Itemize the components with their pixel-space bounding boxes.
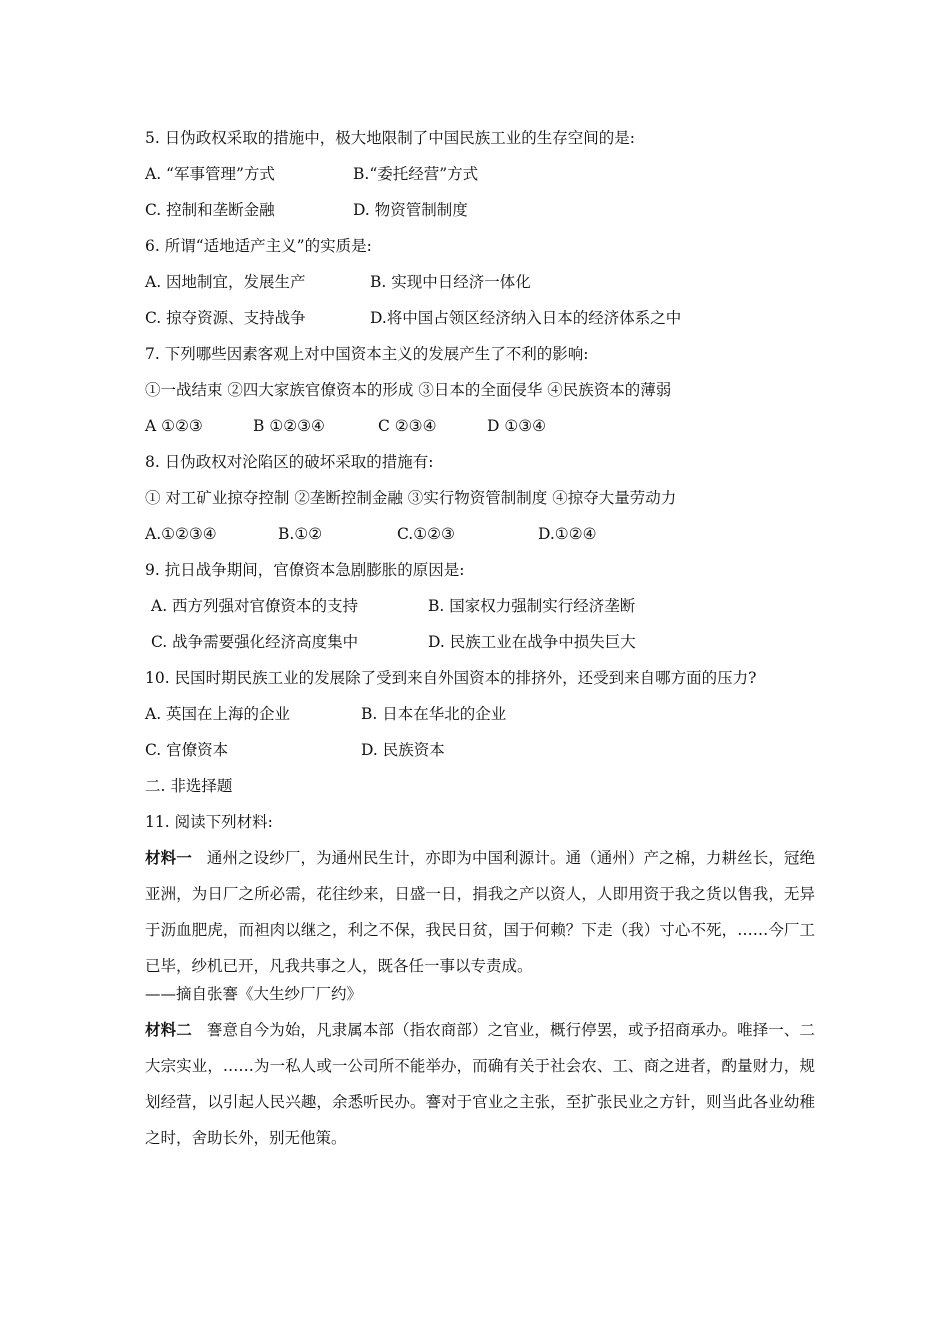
material-1 (145, 840, 815, 984)
option-c: C. 官僚资本 (145, 741, 229, 759)
option-d: D.①②④ (538, 525, 597, 543)
material-1-text: 通州之设纱厂，为通州民生计，亦即为中国利源计。通（通州）产之棉，力耕丝长，冠绝亚洲，为日厂之所必需，花往纱来，日盛一日，捐我之产以资人，人即用资于我之货以售我，无异于沥血肥虎，而袒肉以继之，利之不保，我民日贫，国于何赖？下走（我）寸心不死，……今厂工已毕，纱机已开，凡我共事之人，既各任一事以专责成。 (145, 849, 815, 975)
material-1-source: ——摘自张謇《大生纱厂厂约》 (145, 985, 363, 1003)
option-b: B. 日本在华北的企业 (361, 705, 507, 723)
option-a: A.①②③④ (145, 525, 217, 543)
option-d: D ①③④ (487, 417, 547, 435)
option-a: A. “军事管理”方式 (145, 165, 275, 183)
option-a: A. 英国在上海的企业 (145, 705, 291, 723)
option-d: D.将中国占领区经济纳入日本的经济体系之中 (370, 309, 682, 327)
option-a: A. 因地制宜，发展生产 (145, 273, 306, 291)
option-a: A. 西方列强对官僚资本的支持 (151, 597, 359, 615)
question-9-stem: 9. 抗日战争期间，官僚资本急剧膨胀的原因是: (145, 561, 465, 579)
question-8-stem: 8. 日伪政权对沦陷区的破坏采取的措施有: (145, 453, 434, 471)
question-6-stem: 6. 所谓“适地适产主义”的实质是: (145, 237, 372, 255)
option-c: C. 掠夺资源、支持战争 (145, 309, 306, 327)
option-d: D. 物资管制制度 (353, 201, 468, 219)
question-8-items: ① 对工矿业掠夺控制 ②垄断控制金融 ③实行物资管制制度 ④掠夺大量劳动力 (145, 489, 677, 507)
option-b: B.“委托经营”方式 (353, 165, 479, 183)
question-10-stem: 10. 民国时期民族工业的发展除了受到来自外国资本的排挤外，还受到来自哪方面的压力? (145, 669, 757, 687)
question-11-stem: 11. 阅读下列材料: (145, 813, 273, 831)
section-2-heading: 二. 非选择题 (145, 777, 233, 795)
option-c: C.①②③ (397, 525, 455, 543)
option-b: B.①② (278, 525, 323, 543)
option-c: C. 战争需要强化经济高度集中 (151, 633, 359, 651)
material-2-text: 謇意自今为始，凡隶属本部（指农商部）之官业，概行停罢，或予招商承办。唯择一、二大宗实业，……为一私人或一公司所不能举办，而确有关于社会农、工、商之进者，酌量财力，规划经营，以引起人民兴趣，余悉听民办。謇对于官业之主张，至扩张民业之方针，则当此各业幼稚之时，舍助长外，别无他策。 (145, 1021, 815, 1147)
question-5-stem: 5. 日伪政权采取的措施中，极大地限制了中国民族工业的生存空间的是: (145, 129, 635, 147)
option-b: B ①②③④ (253, 417, 325, 435)
option-d: D. 民族资本 (361, 741, 445, 759)
question-7-stem: 7. 下列哪些因素客观上对中国资本主义的发展产生了不利的影响: (145, 345, 589, 363)
material-2 (145, 1012, 815, 1156)
option-b: B. 国家权力强制实行经济垄断 (428, 597, 636, 615)
material-2-label: 材料二 (145, 1020, 192, 1039)
material-1-label: 材料一 (145, 848, 192, 867)
option-c: C. 控制和垄断金融 (145, 201, 275, 219)
option-b: B. 实现中日经济一体化 (370, 273, 531, 291)
option-c: C ②③④ (378, 417, 437, 435)
option-a: A ①②③ (145, 417, 203, 435)
option-d: D. 民族工业在战争中损失巨大 (428, 633, 636, 651)
question-7-items: ①一战结束 ②四大家族官僚资本的形成 ③日本的全面侵华 ④民族资本的薄弱 (145, 381, 672, 399)
